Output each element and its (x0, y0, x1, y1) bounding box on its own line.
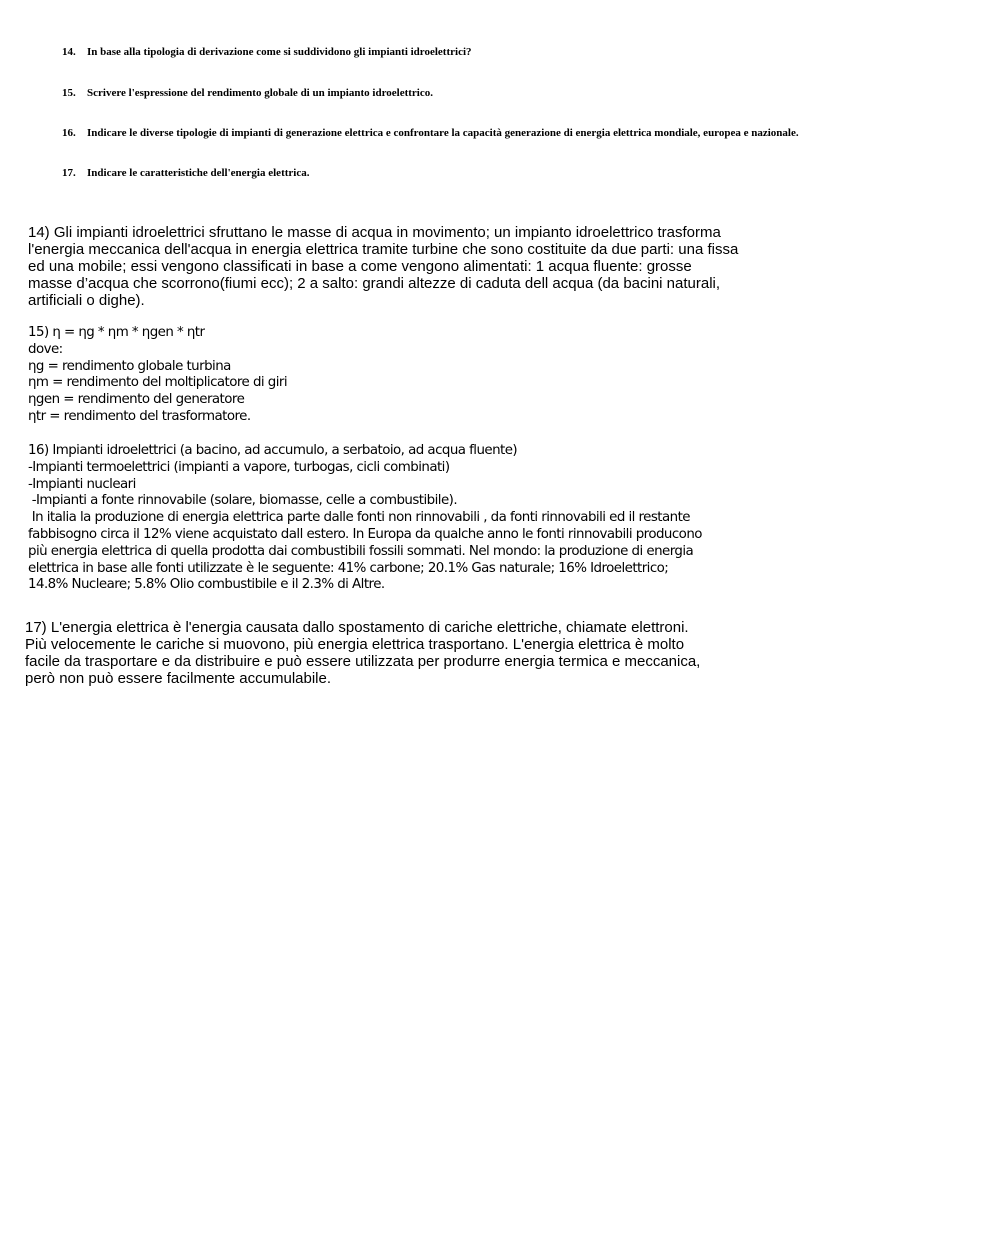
answer-line: facile da trasportare e da distribuire e può essere utilizzata per produrre energia termica e meccanica, (25, 653, 701, 670)
answer-line: fabbisogno circa il 12% viene acquistato dall estero. In Europa da qualche anno le fonti rinnovabili producono (28, 526, 702, 542)
answer-17 (25, 619, 700, 687)
answer-line: più energia elettrica di quella prodotta dai combustibili fossili sommati. Nel mondo: la produzione di energia (28, 543, 694, 559)
question-text: In base alla tipologia di derivazione come si suddividono gli impianti idroelettrici? (87, 46, 472, 58)
question-text: Scrivere l'espressione del rendimento globale di un impianto idroelettrico. (87, 87, 433, 99)
answer-line: 14) Gli impianti idroelettrici sfruttano le masse di acqua in movimento; un impianto idroelettrico trasforma (28, 224, 721, 241)
question-15 (62, 86, 433, 100)
definition-line: ηgen = rendimento del generatore (28, 392, 245, 408)
answer-line: 14.8% Nucleare; 5.8% Olio combustibile e il 2.3% di Altre. (28, 577, 385, 593)
question-text: Indicare le caratteristiche dell'energia elettrica. (87, 167, 310, 179)
answer-line: 16) Impianti idroelettrici (a bacino, ad accumulo, a serbatoio, ad acqua fluente) (28, 443, 518, 458)
definition-line: ηtr = rendimento del trasformatore. (28, 408, 251, 424)
answer-14 (28, 224, 738, 309)
question-number: 16. (62, 127, 76, 139)
question-text: Indicare le diverse tipologie di impianti di generazione elettrica e confrontare la capacità generazione di energia elettrica mondiale, europea e nazionale. (87, 127, 799, 139)
question-17 (62, 166, 309, 180)
question-16 (62, 126, 799, 140)
answer-16 (28, 443, 702, 594)
answer-line: -Impianti termoelettrici (impianti a vapore, turbogas, cicli combinati) (28, 459, 450, 475)
answer-line: però non può essere facilmente accumulabile. (25, 670, 332, 687)
answer-15 (28, 325, 287, 426)
answer-line: -Impianti nucleari (28, 476, 136, 492)
answer-line: dove: (28, 341, 63, 357)
definition-line: ηm = rendimento del moltiplicatore di giri (28, 375, 288, 391)
answer-line: In italia la produzione di energia elettrica parte dalle fonti non rinnovabili , da fonti rinnovabili ed il restante (28, 510, 690, 526)
question-number: 17. (62, 167, 76, 179)
question-14 (62, 45, 472, 59)
question-number: 15. (62, 87, 76, 99)
answer-line: artificiali o dighe). (28, 292, 145, 309)
answer-line: elettrica in base alle fonti utilizzate è le seguente: 41% carbone; 20.1% Gas naturale; 16% Idroelettrico; (28, 560, 669, 576)
question-number: 14. (62, 46, 76, 58)
answer-line: 17) L'energia elettrica è l'energia causata dallo spostamento di cariche elettriche, chiamate elettroni. (25, 619, 689, 636)
answer-line: ed una mobile; essi vengono classificati in base a come vengono alimentati: 1 acqua fluente: grosse (28, 258, 692, 275)
definition-line: ηg = rendimento globale turbina (28, 358, 231, 374)
answer-line: Più velocemente le cariche si muovono, più energia elettrica trasportano. L'energia elettrica è molto (25, 636, 685, 653)
answer-line: l'energia meccanica dell'acqua in energia elettrica tramite turbine che sono costituite da due parti: una fissa (28, 241, 739, 258)
answer-line: masse d’acqua che scorrono(fiumi ecc); 2 a salto: grandi altezze di caduta dell acqua (da bacini naturali, (28, 275, 721, 292)
formula-line: 15) η = ηg * ηm * ηgen * ηtr (28, 325, 205, 340)
answer-line: -Impianti a fonte rinnovabile (solare, biomasse, celle a combustibile). (28, 493, 458, 509)
